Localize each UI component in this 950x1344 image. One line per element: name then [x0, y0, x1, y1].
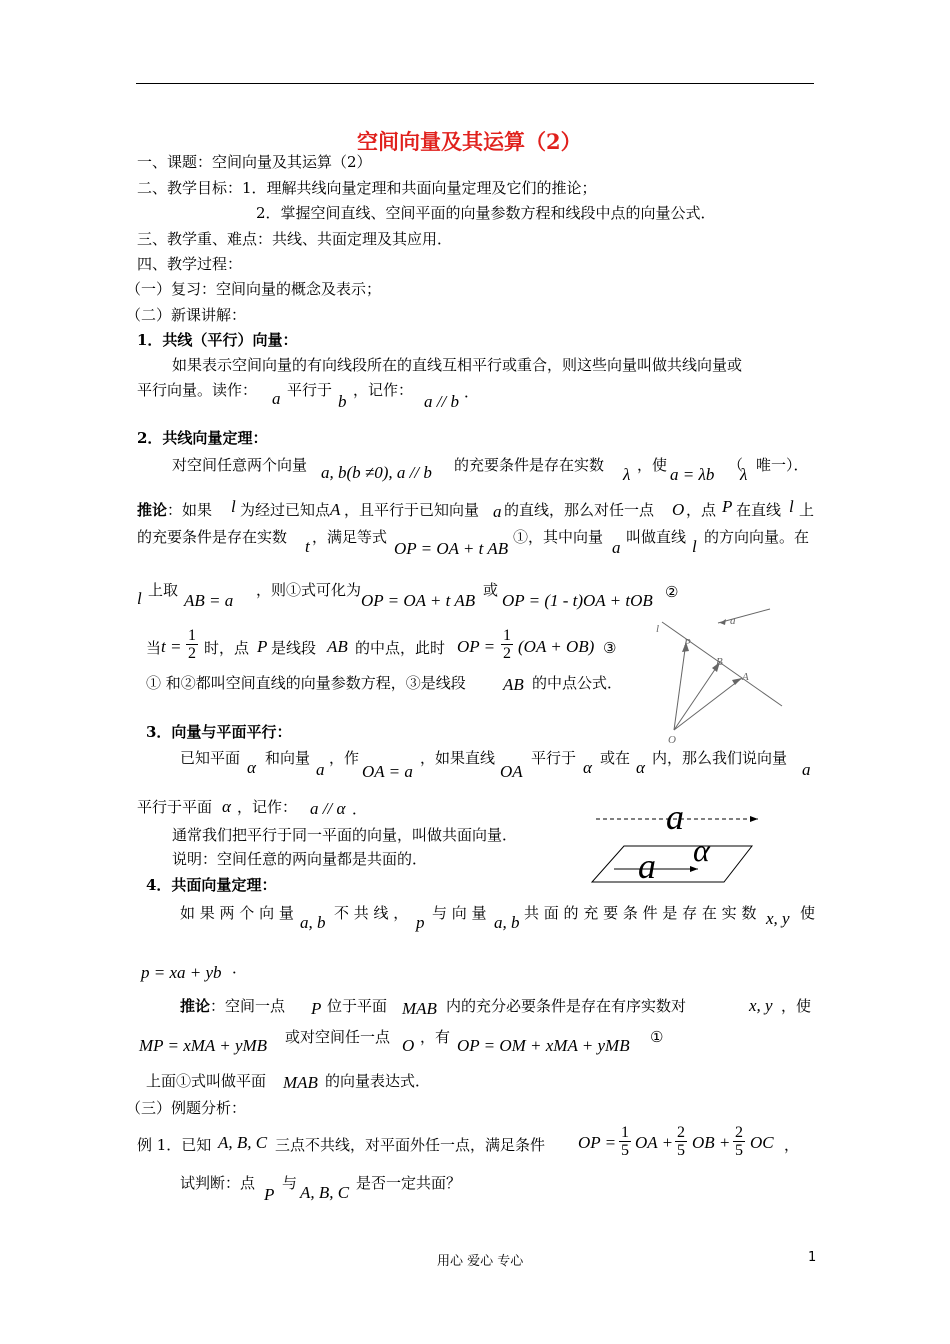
- inference-text: ：空间一点: [210, 997, 286, 1015]
- math-l: l: [692, 537, 697, 556]
- inference-text: ，使: [781, 997, 812, 1015]
- label-O: O: [668, 734, 676, 746]
- inference-text: 的中点，此时: [355, 639, 446, 657]
- math-MAB: MAB: [402, 999, 437, 1018]
- plane-parallel-figure: [590, 796, 770, 888]
- section-4-text: ．: [232, 959, 248, 977]
- section-1-text: ，记作：: [353, 381, 414, 399]
- inference-text: 或对空间任一点: [285, 1028, 391, 1046]
- inference-text: ，有: [420, 1028, 451, 1046]
- math-lambda: λ: [623, 465, 631, 484]
- section-3-heading: 3．向量与平面平行：: [146, 723, 292, 741]
- vector-OP: [674, 642, 686, 730]
- fraction-numerator: 1: [503, 627, 511, 644]
- math-t-eq: t =: [161, 637, 182, 656]
- inference-text: 时，点: [204, 639, 250, 657]
- inference-text: 上取: [148, 581, 179, 599]
- equation-op: OP = OM + xMA + yMB: [457, 1036, 630, 1055]
- math-t: t: [305, 537, 310, 556]
- label-l: l: [656, 623, 660, 635]
- fraction-numerator: 2: [735, 1124, 743, 1141]
- example-text: 与: [282, 1174, 298, 1192]
- inference-text: 上: [799, 501, 815, 519]
- math-P: P: [722, 497, 733, 516]
- section-4-text: 共 面 的 充 要 条 件 是 存 在 实 数: [524, 904, 757, 922]
- math-OP-eq: OP =: [578, 1133, 617, 1152]
- collinear-figure: [640, 606, 820, 746]
- inference-label: 推论: [180, 997, 211, 1015]
- math-alpha: α: [636, 758, 645, 777]
- header-rule: [136, 83, 814, 84]
- inference-text: 内的充分必要条件是存在有序实数对: [446, 997, 687, 1015]
- topic-line: 一、课题：空间向量及其运算（2）: [137, 153, 372, 171]
- math-alpha: α: [247, 758, 256, 777]
- example-text: ，: [784, 1136, 800, 1154]
- section-3-text: ．: [352, 800, 368, 818]
- section-2-heading: 2．共线向量定理：: [137, 429, 268, 447]
- math-OA-term: OA +: [635, 1133, 674, 1152]
- section-3-text: 平行于平面: [137, 798, 213, 816]
- math-AB: AB: [503, 675, 524, 694]
- section-4-heading: 4．共面向量定理：: [146, 876, 277, 894]
- math-O: O: [402, 1036, 415, 1055]
- inference-text: ，且平行于已知向量: [344, 501, 480, 519]
- math-AB: AB: [327, 637, 348, 656]
- inference-text: ①，其中向量: [513, 528, 604, 546]
- math-OB-term: OB +: [692, 1133, 731, 1152]
- example-text: 试判断：点: [180, 1174, 256, 1192]
- page-number: 1: [808, 1250, 817, 1265]
- math-p: p: [416, 913, 425, 932]
- inference-text: 的直线，那么对任一点: [504, 501, 655, 519]
- fraction-denominator: 5: [621, 1142, 629, 1159]
- label-a: a: [730, 615, 736, 627]
- section-3-text: 和向量: [265, 749, 311, 767]
- math-OA-eq-a: OA = a: [362, 762, 413, 781]
- math-AB-eq-a: AB = a: [184, 591, 234, 610]
- math-a-par-b: a // b: [424, 392, 459, 411]
- inference-text: 当: [146, 639, 162, 657]
- fraction-one-fifth: [619, 1124, 631, 1159]
- examples-heading: （三）例题分析：: [126, 1099, 247, 1117]
- fraction-half: [186, 627, 198, 662]
- section-3-text: 内，那么我们说向量: [652, 749, 788, 767]
- math-alpha: α: [222, 797, 231, 816]
- example-text: 三点不共线，对平面外任一点，满足条件: [275, 1136, 546, 1154]
- math-MAB: MAB: [283, 1073, 318, 1092]
- math-l: l: [789, 497, 794, 516]
- footer-motto: 用心 爱心 专心: [437, 1254, 524, 1269]
- math-a-par-alpha: a // α: [310, 799, 346, 818]
- section-3-text: ，作: [329, 749, 360, 767]
- inference-text: 位于平面: [327, 997, 388, 1015]
- label-a-bottom: a: [638, 846, 656, 886]
- inference-text: ，点: [686, 501, 717, 519]
- fraction-denominator: 5: [735, 1142, 743, 1159]
- inference-text: 叫做直线: [626, 528, 687, 546]
- equation-coplanar: p = xa + yb: [141, 963, 222, 982]
- label-P: P: [684, 637, 691, 649]
- fraction-two-fifths: [733, 1124, 745, 1159]
- math-lambda: λ: [740, 465, 748, 484]
- math-a: a: [272, 389, 281, 408]
- inference-text: 的向量表达式．: [325, 1072, 431, 1090]
- example-text: 是否一定共面？: [356, 1174, 462, 1192]
- section-1-text: 平行于: [287, 381, 333, 399]
- section-4-text: 使: [800, 904, 816, 922]
- fraction-denominator: 2: [503, 645, 511, 662]
- inference-text: 的中点公式．: [532, 674, 623, 692]
- fraction-two-fifths: [675, 1124, 687, 1159]
- plane-alpha: [592, 846, 752, 882]
- math-xy: x, y: [766, 909, 790, 928]
- section-2-text: ，使: [637, 456, 668, 474]
- math-l: l: [231, 497, 236, 516]
- inference-text: ，则①式可化为: [256, 581, 362, 599]
- math-a: a: [612, 538, 621, 557]
- inference-text: ②: [665, 583, 679, 601]
- section-2-text: 对空间任意两个向量: [172, 456, 308, 474]
- math-OA: OA: [500, 762, 523, 781]
- inference-text: 或: [483, 581, 499, 599]
- inference-label: 推论: [137, 501, 168, 519]
- section-3-text: ，记作：: [237, 798, 298, 816]
- vector-a: [718, 609, 770, 623]
- label-A: A: [742, 671, 749, 683]
- inference-text: ：如果: [167, 501, 213, 519]
- math-xy: x, y: [749, 996, 773, 1015]
- inference-text: ①: [650, 1028, 664, 1046]
- process-line: 四、教学过程：: [137, 255, 243, 273]
- example-text: 例 1．已知: [137, 1136, 212, 1154]
- label-a-top: a: [666, 797, 684, 837]
- fraction-denominator: 2: [188, 645, 196, 662]
- key-points-line: 三、教学重、难点：共线、共面定理及其应用．: [137, 230, 453, 248]
- fraction-numerator: 1: [621, 1124, 629, 1141]
- equation-1b: OP = OA + t AB: [361, 591, 476, 610]
- math-b: b: [338, 392, 347, 411]
- section-4-text: 不 共 线 ，: [334, 904, 409, 922]
- equation-1: OP = OA + t AB: [394, 539, 509, 558]
- math-OP-eq: OP =: [457, 637, 496, 656]
- math-a: a: [493, 502, 502, 521]
- section-1-text: ．: [464, 383, 480, 401]
- equation-2: OP = (1 - t)OA + tOB: [502, 591, 653, 610]
- inference-text: 在直线: [736, 501, 782, 519]
- inference-text: 是线段: [271, 639, 317, 657]
- math-P: P: [311, 999, 322, 1018]
- inference-text: 的方向向量。在: [704, 528, 810, 546]
- objective-line-1: 二、教学目标：1．理解共线向量定理和共面向量定理及它们的推论；: [137, 179, 597, 197]
- math-OC-term: OC: [750, 1133, 774, 1152]
- math-condition: a, b(b ≠0), a // b: [321, 463, 432, 482]
- section-2-text: （: [728, 456, 744, 474]
- math-ABC: A, B, C: [300, 1183, 350, 1202]
- fraction-denominator: 5: [677, 1142, 685, 1159]
- objective-line-2: 2．掌握空间直线、空间平面的向量参数方程和线段中点的向量公式．: [256, 204, 716, 222]
- section-4-text: 如 果 两 个 向 量: [180, 904, 294, 922]
- math-a: a: [316, 760, 325, 779]
- new-lesson-line: （二）新课讲解：: [126, 306, 247, 324]
- fraction-numerator: 1: [188, 627, 196, 644]
- inference-text: 为经过已知点: [240, 501, 331, 519]
- section-3-text: 或在: [600, 749, 631, 767]
- math-A: A: [330, 500, 341, 519]
- math-ABC: A, B, C: [218, 1133, 268, 1152]
- review-line: （一）复习：空间向量的概念及表示；: [126, 280, 382, 298]
- math-a: a: [802, 760, 811, 779]
- midpoint-expr: (OA + OB): [518, 637, 595, 656]
- page-title: 空间向量及其运算（2）: [357, 129, 582, 154]
- section-1-text: 平行向量。读作：: [137, 381, 258, 399]
- label-B: B: [716, 656, 723, 668]
- arrow-head: [750, 816, 758, 822]
- math-P: P: [257, 637, 268, 656]
- section-3-text: 通常我们把平行于同一平面的向量，叫做共面向量．: [172, 826, 518, 844]
- math-P: P: [264, 1185, 275, 1204]
- section-1-para: 如果表示空间向量的有向线段所在的直线互相平行或重合，则这些向量叫做共线向量或: [172, 356, 743, 374]
- math-alpha: α: [583, 758, 592, 777]
- inference-text: ③: [603, 639, 617, 657]
- section-3-text: 已知平面: [180, 749, 241, 767]
- section-3-text: 平行于: [531, 749, 577, 767]
- section-3-text: 说明：空间任意的两向量都是共面的．: [172, 850, 428, 868]
- math-a-eq-lb: a = λb: [670, 465, 715, 484]
- equation-mp: MP = xMA + yMB: [139, 1036, 268, 1055]
- inference-text: ① 和②都叫空间直线的向量参数方程，③是线段: [146, 674, 466, 692]
- section-2-text: 唯一）．: [756, 456, 809, 474]
- vector-OB: [674, 662, 720, 730]
- section-3-text: ，如果直线: [420, 749, 496, 767]
- math-ab-pair: a, b: [300, 913, 326, 932]
- fraction-numerator: 2: [677, 1124, 685, 1141]
- vector-OA: [674, 678, 742, 730]
- math-l: l: [137, 589, 142, 608]
- section-4-text: 与 向 量: [432, 904, 487, 922]
- section-2-text: 的充要条件是存在实数: [454, 456, 605, 474]
- math-ab-pair: a, b: [494, 913, 520, 932]
- label-alpha: α: [693, 832, 710, 868]
- inference-text: 的充要条件是存在实数: [137, 528, 288, 546]
- inference-text: 上面①式叫做平面: [146, 1072, 267, 1090]
- math-O: O: [672, 500, 685, 519]
- inference-text: ，满足等式: [312, 528, 388, 546]
- section-1-heading: 1．共线（平行）向量：: [137, 331, 298, 349]
- fraction-half: [501, 627, 513, 662]
